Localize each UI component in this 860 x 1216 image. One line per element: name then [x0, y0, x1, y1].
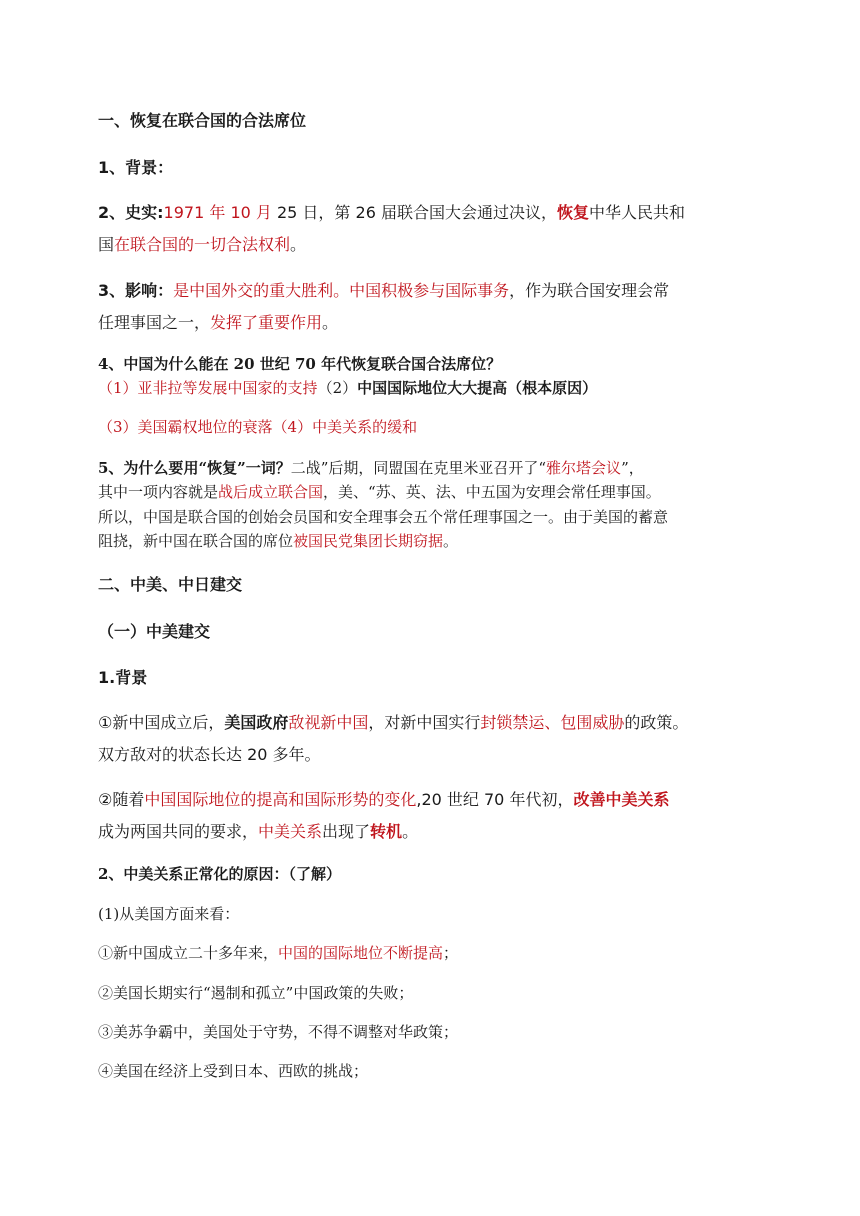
background-heading-2-text: 1.背景	[98, 668, 148, 687]
section-1-heading	[98, 108, 306, 131]
section-1-heading-text: 一、恢复在联合国的合法席位	[98, 111, 307, 130]
p2-text-1: ②随着	[98, 790, 145, 809]
p2-text-4: 出现了	[322, 822, 371, 841]
q5-text-3: 其中一项内容就是	[98, 483, 219, 501]
q4-item-1: 亚非拉等发展中国家的支持	[137, 379, 318, 397]
p2-improve: 改善中美关系	[573, 790, 670, 809]
fact-text: 25 日，第 26 届联合国大会通过决议，	[271, 203, 557, 222]
q5-period: 。	[443, 532, 459, 550]
reason-1-highlight: 中国的国际地位不断提高	[278, 944, 444, 962]
background-heading	[98, 155, 173, 178]
question-4-text: 4、中国为什么能在 20 世纪 70 年代恢复联合国合法席位？	[98, 355, 502, 373]
p1-us-gov: 美国政府	[224, 713, 289, 732]
p1-hostile: 敌视新中国	[288, 713, 369, 732]
q4-item-1-num: （1）	[98, 379, 138, 397]
paragraph-1-line-2	[98, 742, 321, 765]
fact-text-prc: 中华人民共和	[588, 203, 685, 222]
reason-item-3	[98, 1021, 458, 1042]
background-heading-text: 1、背景：	[98, 158, 174, 177]
reason-1-text: ①新中国成立二十多年来，	[98, 944, 279, 962]
fact-rights: 在联合国的一切合法权利	[114, 235, 291, 254]
q5-kmt: 被国民党集团长期窃据	[293, 532, 444, 550]
impact-label: 3、影响：	[98, 281, 174, 300]
impact-line-2	[98, 310, 338, 333]
question-5-line-4	[98, 530, 458, 551]
p2-text-2: ,20 世纪 70 年代初，	[416, 790, 574, 809]
paragraph-2-line-2	[98, 819, 418, 842]
q5-text-1: 二战”后期，同盟国在克里米亚召开了“	[290, 459, 547, 477]
reasons-subheading-text: (1)从美国方面来看：	[98, 905, 240, 923]
question-4-line-2	[98, 416, 417, 437]
p2-status-change: 中国国际地位的提高和国际形势的变化	[144, 790, 417, 809]
background-heading-2	[98, 665, 147, 688]
p1-text-2: ，对新中国实行	[368, 713, 481, 732]
section-2-heading	[98, 572, 242, 595]
p1-text-1: ①新中国成立后，	[98, 713, 225, 732]
q5-un-founded: 战后成立联合国	[218, 483, 324, 501]
question-4-line-1	[98, 377, 597, 398]
fact-text-guo: 国	[98, 235, 115, 254]
reason-1-end: ；	[443, 944, 459, 962]
p2-relations: 中美关系	[258, 822, 323, 841]
reason-2-text: ②美国长期实行“遏制和孤立”中国政策的失败；	[98, 984, 414, 1002]
q5-text-5: 所以，中国是联合国的创始会员国和安全理事会五个常任理事国之一。由于美国的蓄意	[98, 508, 669, 526]
impact-role: 发挥了重要作用	[210, 313, 323, 332]
q5-text-4: ，美、“苏、英、法、中五国为安理会常任理事国。	[323, 483, 661, 501]
p1-blockade: 封锁禁运、包围威胁	[480, 713, 625, 732]
q5-yalta: 雅尔塔会议	[546, 459, 622, 477]
q4-item-2-num: （2）	[317, 379, 358, 397]
fact-line-1	[98, 200, 685, 223]
reasons-heading	[98, 863, 341, 884]
section-2-heading-text: 二、中美、中日建交	[98, 575, 243, 594]
fact-date: 1971 年 10 月	[163, 203, 272, 222]
reason-3-text: ③美苏争霸中，美国处于守势，不得不调整对华政策；	[98, 1023, 459, 1041]
q4-item-2: 中国国际地位大大提高（根本原因）	[357, 379, 598, 397]
impact-period: 。	[322, 313, 339, 332]
impact-text: ，作为联合国安理会常	[509, 281, 670, 300]
p2-text-3: 成为两国共同的要求，	[98, 822, 259, 841]
question-4-heading	[98, 353, 501, 374]
impact-text-2: 任理事国之一，	[98, 313, 211, 332]
p1-text-3: 的政策。	[624, 713, 689, 732]
fact-line-2	[98, 232, 306, 255]
fact-period: 。	[290, 235, 307, 254]
reasons-heading-text: 2、中美关系正常化的原因：（了解）	[98, 865, 341, 883]
reason-item-2	[98, 982, 413, 1003]
reason-item-1	[98, 942, 458, 963]
reason-4-text: ④美国在经济上受到日本、西欧的挑战；	[98, 1062, 369, 1080]
impact-line-1	[98, 278, 669, 301]
question-5-line-2	[98, 481, 661, 502]
question-5-line-1	[98, 457, 644, 478]
impact-victory: 是中国外交的重大胜利。中国积极参与国际事务	[173, 281, 510, 300]
subsection-1-heading	[98, 619, 210, 642]
q5-text-2: ”，	[621, 459, 644, 477]
q5-text-6: 阻挠，新中国在联合国的席位	[98, 532, 294, 550]
subsection-1-text: （一）中美建交	[98, 622, 211, 641]
question-5-label: 5、为什么要用“恢复”一词？	[98, 459, 291, 477]
paragraph-2-line-1	[98, 787, 669, 810]
fact-label: 2、史实:	[98, 203, 164, 222]
paragraph-1-line-1	[98, 710, 688, 733]
q4-item-3-num: （3）	[98, 418, 138, 436]
p2-period: 。	[402, 822, 419, 841]
q4-item-3-4: 美国霸权地位的衰落（4）中美关系的缓和	[137, 418, 418, 436]
reason-item-4	[98, 1060, 368, 1081]
reasons-subheading	[98, 903, 239, 924]
p2-turning-point: 转机	[370, 822, 403, 841]
p1-text-4: 双方敌对的状态长达 20 多年。	[98, 745, 321, 764]
fact-restore: 恢复	[556, 203, 589, 222]
question-5-line-3	[98, 506, 668, 527]
